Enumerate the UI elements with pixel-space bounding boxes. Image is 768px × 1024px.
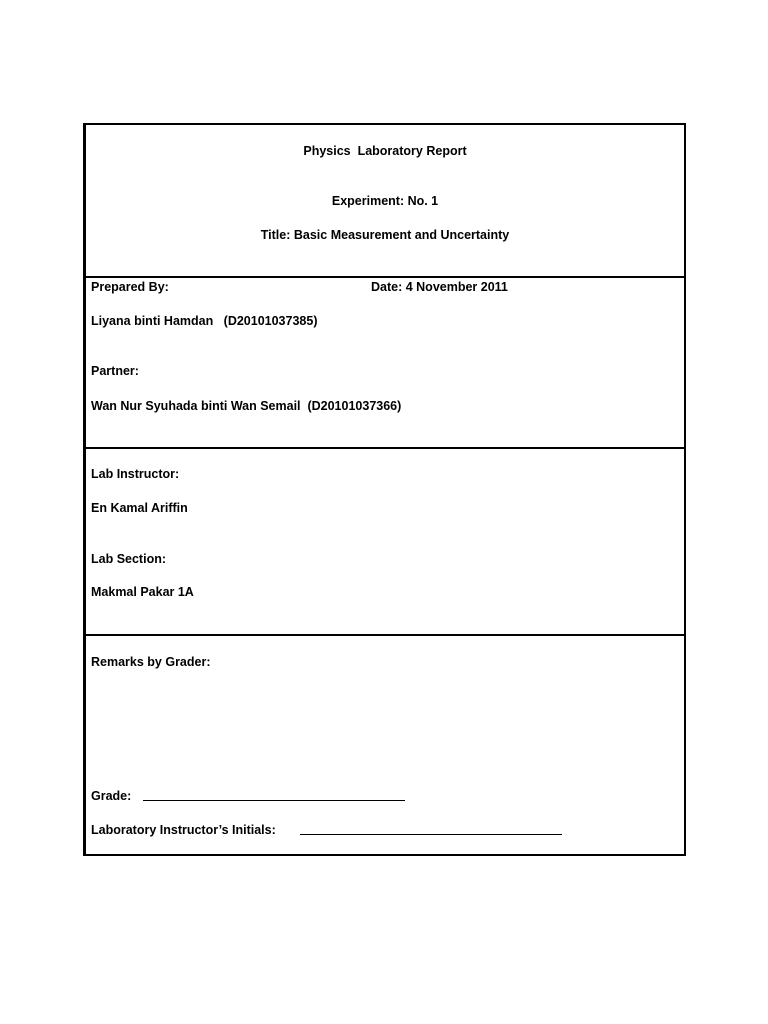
experiment-number: Experiment: No. 1 — [331, 194, 439, 208]
author-name: Liyana binti Hamdan (D20101037385) — [91, 314, 318, 328]
section-divider — [86, 447, 684, 449]
experiment-title: Title: Basic Measurement and Uncertainty — [260, 228, 510, 242]
prepared-by-label: Prepared By: — [91, 280, 169, 294]
grade-blank-line — [143, 800, 405, 801]
partner-name: Wan Nur Syuhada binti Wan Semail (D20101037366) — [91, 399, 402, 413]
report-heading: Physics Laboratory Report — [303, 144, 467, 158]
initials-blank-line — [300, 834, 562, 835]
instructor-initials-label: Laboratory Instructor’s Initials: — [91, 823, 276, 837]
partner-label: Partner: — [91, 364, 139, 378]
lab-instructor-label: Lab Instructor: — [91, 467, 180, 481]
section-divider — [86, 276, 684, 278]
report-cover-form — [83, 123, 686, 856]
remarks-label: Remarks by Grader: — [91, 655, 211, 669]
lab-instructor-name: En Kamal Ariffin — [91, 501, 188, 515]
section-divider — [86, 634, 684, 636]
lab-section-name: Makmal Pakar 1A — [91, 585, 194, 599]
grade-label: Grade: — [91, 789, 132, 803]
lab-section-label: Lab Section: — [91, 552, 167, 566]
report-date: Date: 4 November 2011 — [371, 280, 508, 294]
